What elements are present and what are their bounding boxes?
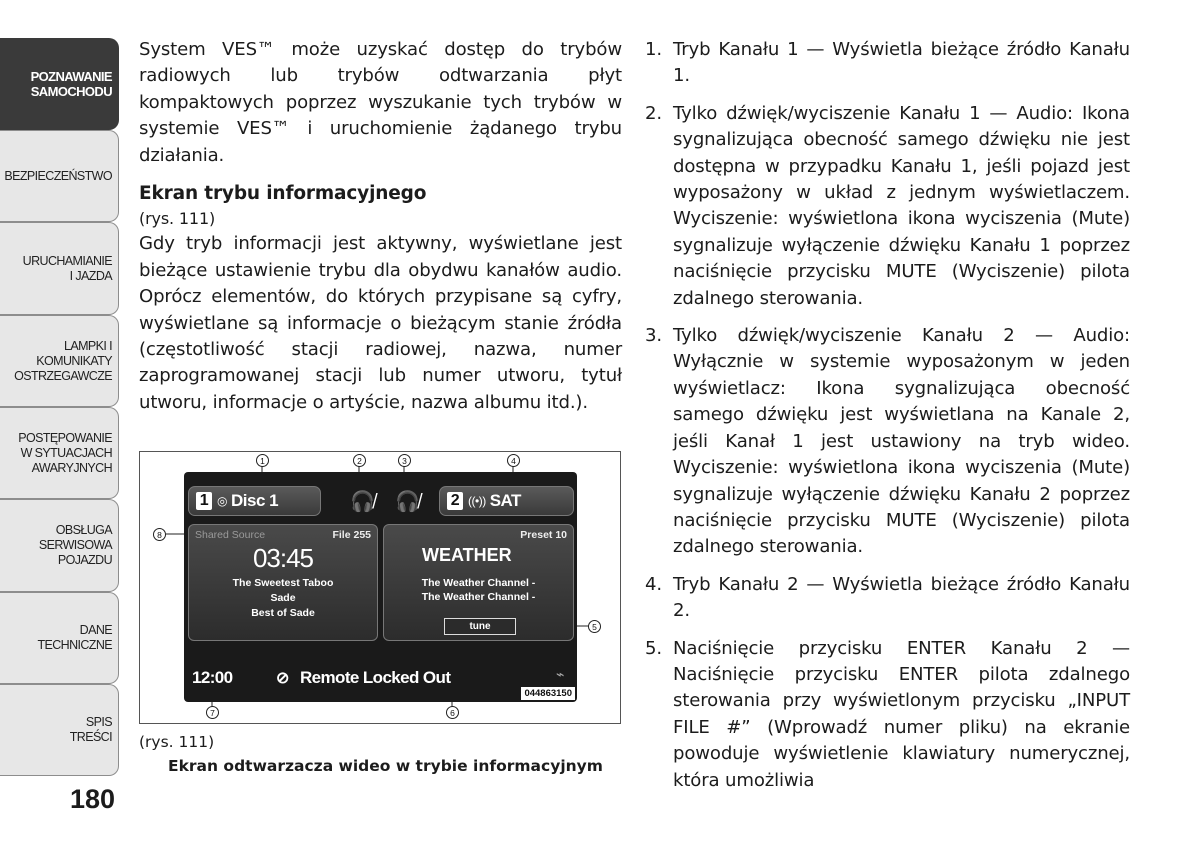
left-column xyxy=(139,37,622,416)
tab-dane-techniczne[interactable] xyxy=(0,592,119,684)
list-item xyxy=(645,572,1130,625)
list-item xyxy=(645,101,1130,312)
channel1-number: 1 xyxy=(196,492,212,510)
tab-poznawanie-samochodu[interactable] xyxy=(0,38,119,130)
callout-7: 7 xyxy=(206,706,219,719)
station-line-1: The Weather Channel - xyxy=(421,577,536,589)
intro-paragraph: System VES™ może uzyskać dostęp do trybów radiowych lub trybów odtwarzania płyt kompaktowych poprzez wyszukanie tych trybów w systemie VES™ i uruchomienie żądanego trybu działania. xyxy=(139,39,622,166)
list-text: Tryb Kanału 1 — Wyświetla bieżące źródło Kanału 1. xyxy=(673,39,1130,87)
track-artist: Sade xyxy=(270,592,296,604)
channel1-mode-button[interactable] xyxy=(188,486,321,516)
station-line-2: The Weather Channel - xyxy=(421,591,536,603)
tab-spis-tresci[interactable] xyxy=(0,684,119,776)
tab-label: LAMPKI I KOMUNIKATY OSTRZEGAWCZE xyxy=(14,338,112,383)
tab-label: POSTĘPOWANIE W SYTUACJACH AWARYJNYCH xyxy=(18,430,112,475)
list-number: 3. xyxy=(645,325,662,347)
body-paragraph: Gdy tryb informacji jest aktywny, wyświetlane jest bieżące ustawienie trybu dla obydwu kanałów audio. Oprócz elementów, do których przypisane są cyfry, wyświetlane są informacje o bieżącym stanie źródła (częstotliwość stacji radiowej, nazwa, numer zaprogramowanej stacji lub numer utworu, tytuł utworu, informacje o artyście, nazwa albumu itd.). xyxy=(139,233,622,413)
callout-8: 8 xyxy=(153,528,166,541)
channel2-number: 2 xyxy=(447,492,463,510)
video-info-screen xyxy=(184,472,577,702)
tab-label: OBSŁUGA SERWISOWA POJAZDU xyxy=(38,523,112,567)
channel2-label: SAT xyxy=(489,491,521,510)
tab-uruchamianie-i-jazda[interactable] xyxy=(0,222,119,315)
list-text: Tryb Kanału 2 — Wyświetla bieżące źródło Kanału 2. xyxy=(673,573,1130,622)
figure-caption: Ekran odtwarzacza wideo w trybie informacyjnym xyxy=(168,757,603,775)
remote-lock-icon: ⊘ xyxy=(276,670,289,687)
satellite-icon: ((•)) xyxy=(468,494,486,508)
list-number: 5. xyxy=(645,637,662,659)
tab-label: DANE TECHNICZNE xyxy=(37,623,112,652)
tab-obsluga-serwisowa[interactable] xyxy=(0,499,119,592)
right-column xyxy=(645,37,1130,805)
track-time: 03:45 xyxy=(252,543,314,573)
callout-5: 5 xyxy=(588,620,601,633)
list-item xyxy=(645,636,1130,794)
image-id: 044863150 xyxy=(521,687,575,700)
track-title: The Sweetest Taboo xyxy=(232,577,334,589)
remote-locked-status: Remote Locked Out xyxy=(300,668,451,687)
section-heading: Ekran trybu informacyjnego xyxy=(139,183,427,205)
file-number: File 255 xyxy=(332,529,371,541)
list-text: Naciśnięcie przycisku ENTER Kanału 2 — Naciśnięcie przycisku ENTER pilota zdalnego sterowania przy wyświetlonym przycisku „INPUT FILE #” (Wprowadź numer pliku) na ekranie powoduje wyświetlenie klawiatury numerycznej, która umożliwia xyxy=(673,637,1130,791)
list-item xyxy=(645,323,1130,561)
channel1-info-panel xyxy=(188,524,378,641)
clock: 12:00 xyxy=(192,668,233,687)
figure-info-screen xyxy=(139,451,621,724)
shared-source-label: Shared Source xyxy=(195,529,266,541)
list-text: Tylko dźwięk/wyciszenie Kanału 1 — Audio: Ikona sygnalizująca obecność samego dźwięku nie jest dostępna w przypadku Kanału 1, jeśli pojazd jest wyposażony w układ z jednym wyświetlaczem. Wyciszenie: wyświetlona ikona wyciszenia (Mute) sygnalizuje wyłączenie dźwięku Kanału 1 poprzez naciśnięcie przycisku MUTE (Wyciszenie) pilota zdalnego sterowania. xyxy=(673,102,1130,309)
callout-1: 1 xyxy=(256,454,269,467)
callout-6: 6 xyxy=(446,706,459,719)
figure-reference: (rys. 111) xyxy=(139,209,216,229)
tab-label: SPIS TREŚCI xyxy=(69,715,112,744)
callout-2: 2 xyxy=(353,454,366,467)
channel1-label: Disc 1 xyxy=(230,491,279,510)
tab-label: URUCHAMIANIE I JAZDA xyxy=(22,253,112,283)
callout-3: 3 xyxy=(398,454,411,467)
headphones-mute-icon: 🎧̸ xyxy=(395,491,420,513)
list-number: 1. xyxy=(645,39,662,60)
list-text: Tylko dźwięk/wyciszenie Kanału 2 — Audio: Wyłącznie w systemie wyposażonym w jeden wyświetlacz: Ikona sygnalizująca obecność samego dźwięku jest wyświetlana na Kanale 2, jeśli Kanał 1 jest ustawiony na tryb wideo. Wyciszenie: wyświetlona ikona wyciszenia (Mute) sygnalizuje wyłączenie dźwięku Kanału 2 poprzez naciśnięcie przycisku MUTE (Wyciszenie) pilota zdalnego sterowania. xyxy=(673,325,1130,558)
list-item xyxy=(645,37,1130,90)
callout-4: 4 xyxy=(507,454,520,467)
page-number: 180 xyxy=(70,784,116,814)
track-album: Best of Sade xyxy=(251,607,315,619)
tune-button[interactable]: tune xyxy=(444,618,516,635)
list-number: 4. xyxy=(645,573,662,595)
preset-number: Preset 10 xyxy=(520,529,567,541)
tab-bezpieczenstwo[interactable] xyxy=(0,130,119,222)
tab-postepowanie-awaryjne[interactable] xyxy=(0,407,119,499)
channel2-info-panel xyxy=(383,524,574,641)
channel2-mode-button[interactable] xyxy=(439,486,574,516)
headphones-mute-icon: 🎧̸ xyxy=(350,491,375,513)
tab-label: POZNAWANIE SAMOCHODU xyxy=(30,69,112,99)
numbered-list xyxy=(645,37,1130,794)
figure-caption-reference: (rys. 111) xyxy=(139,733,215,751)
remote-disabled-icon: ⌁ xyxy=(556,666,565,682)
station-title: WEATHER xyxy=(422,545,512,565)
tab-label: BEZPIECZEŃSTWO xyxy=(4,168,112,183)
list-number: 2. xyxy=(645,102,662,124)
tab-lampki-i-komunikaty[interactable] xyxy=(0,315,119,407)
disc-icon: ◎ xyxy=(217,494,227,508)
